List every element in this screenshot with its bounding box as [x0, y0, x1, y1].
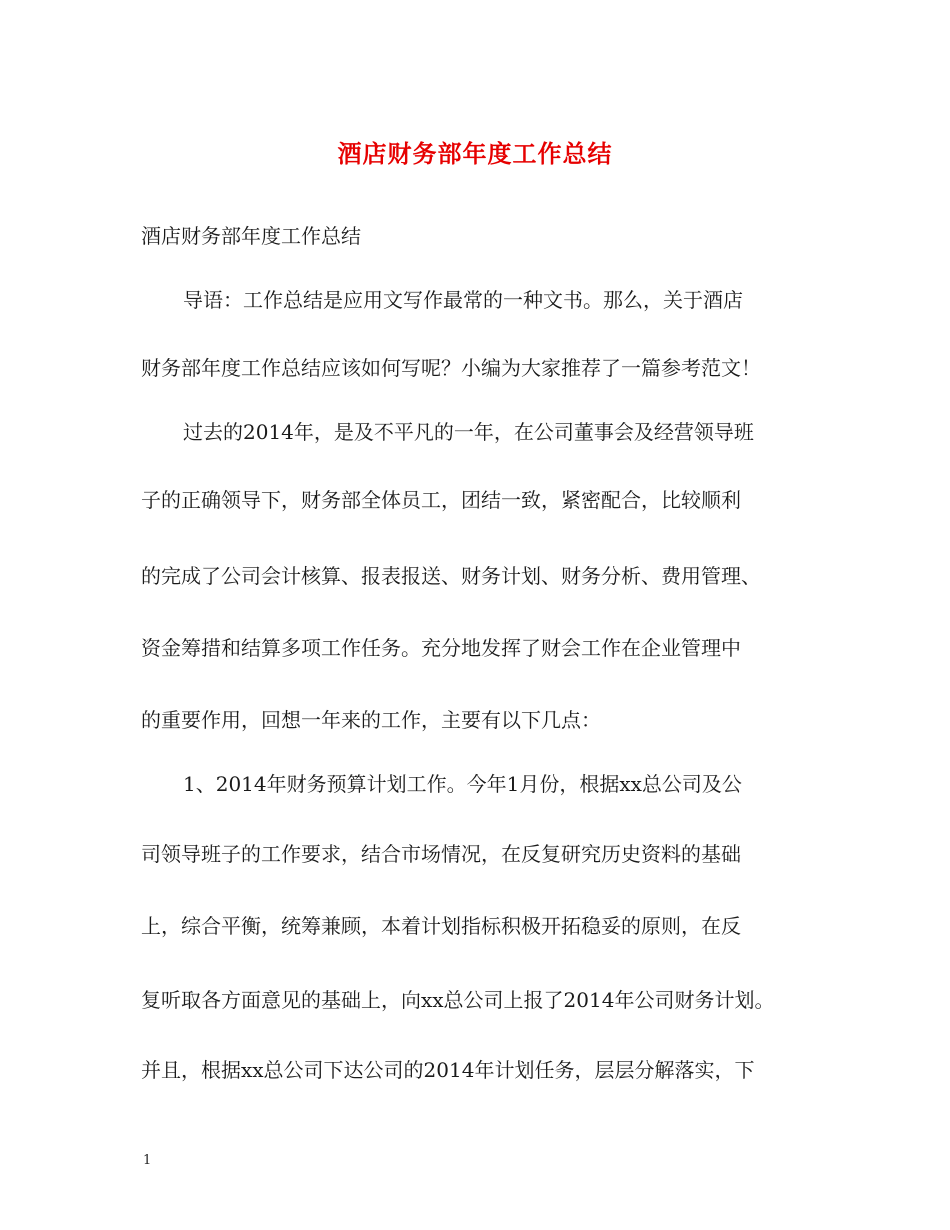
paragraph-line: 并且，根据xx总公司下达公司的2014年计划任务，层层分解落实，下	[141, 1058, 755, 1082]
page-number: 1	[143, 1153, 152, 1168]
paragraph-line: 财务部年度工作总结应该如何写呢？小编为大家推荐了一篇参考范文！	[141, 356, 761, 380]
paragraph-line: 子的正确领导下，财务部全体员工，团结一致，紧密配合，比较顺利	[141, 488, 741, 512]
paragraph-line: 过去的2014年，是及不平凡的一年，在公司董事会及经营领导班	[183, 420, 754, 444]
paragraph-line: 司领导班子的工作要求，结合市场情况，在反复研究历史资料的基础	[141, 842, 741, 866]
paragraph-line: 复听取各方面意见的基础上，向xx总公司上报了2014年公司财务计划。	[141, 988, 775, 1012]
paragraph-line: 1、2014年财务预算计划工作。今年1月份，根据xx总公司及公	[183, 772, 742, 796]
paragraph-line: 导语：工作总结是应用文写作最常的一种文书。那么，关于酒店	[183, 288, 743, 312]
paragraph-line: 上，综合平衡，统筹兼顾，本着计划指标积极开拓稳妥的原则，在反	[141, 914, 741, 938]
paragraph-line: 的重要作用，回想一年来的工作，主要有以下几点：	[141, 708, 601, 732]
paragraph-line: 的完成了公司会计核算、报表报送、财务计划、财务分析、费用管理、	[141, 564, 761, 588]
document-title: 酒店财务部年度工作总结	[337, 139, 613, 168]
subtitle-line: 酒店财务部年度工作总结	[141, 224, 361, 248]
paragraph-line: 资金筹措和结算多项工作任务。充分地发挥了财会工作在企业管理中	[141, 636, 741, 660]
